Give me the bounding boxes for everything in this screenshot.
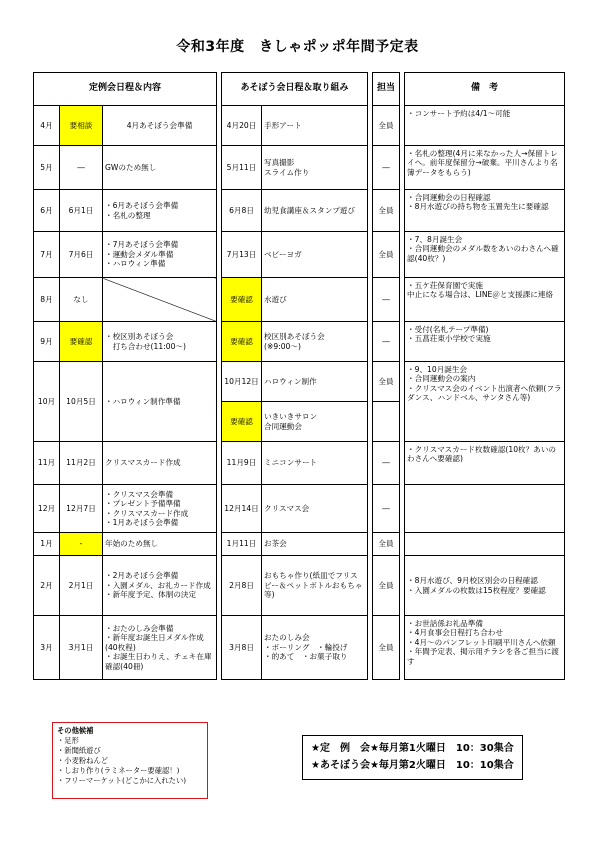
tanto-cell: ― <box>373 442 400 485</box>
table-row <box>34 556 565 616</box>
teirei-date: 12月7日 <box>60 485 103 533</box>
asobo-date: 1月11日 <box>222 533 262 556</box>
meeting-schedule-box <box>302 735 523 780</box>
asobo-content: 手形アート <box>262 106 368 146</box>
biko-cell: ・合同運動会の日程確認 ・8月水遊びの持ち物を玉置先生に要確認 <box>405 190 565 232</box>
teirei-meeting-line: ★定 例 会★毎月第1火曜日 10：30集合 <box>311 743 514 754</box>
asobo-date: 6月8日 <box>222 190 262 232</box>
month-cell: 7月 <box>34 232 60 278</box>
table-row <box>34 106 565 146</box>
asobo-content: 幼児食講座＆スタンプ遊び <box>262 190 368 232</box>
teirei-content: ・クリスマス会準備 ・プレゼント予備準備 ・クリスマスカード作成 ・1月あそぼう会準備 <box>103 485 217 533</box>
biko-cell: ・9、10月誕生会 ・合同運動会の案内 ・クリスマス会のイベント出演者へ依頼(フラダンス、ハンドベル、サンタさん等) <box>405 362 565 442</box>
month-cell: 1月 <box>34 533 60 556</box>
asobo-content: ベビーヨガ <box>262 232 368 278</box>
tanto-cell: 全員 <box>373 106 400 146</box>
table-row <box>34 278 565 322</box>
table-row <box>34 146 565 190</box>
table-row <box>34 442 565 485</box>
schedule-table <box>33 72 565 680</box>
table-row <box>34 533 565 556</box>
other-candidates-title: その他候補 <box>57 726 94 735</box>
biko-cell: ・8月水遊び、9月校区別会の日程確認 ・入園メダルの枚数は15枚程度？要確認 <box>405 556 565 616</box>
asobo-date: 2月8日 <box>222 556 262 616</box>
page-title: 令和3年度 きしゃポッポ年間予定表 <box>176 39 419 55</box>
teirei-date: なし <box>60 278 103 322</box>
month-cell: 8月 <box>34 278 60 322</box>
teirei-date: 7月6日 <box>60 232 103 278</box>
biko-cell: ・受付(名札テープ準備) ・五菖荘東小学校で実施 <box>405 322 565 362</box>
table-header-row <box>34 73 565 106</box>
table-row <box>34 232 565 278</box>
teirei-content: ・ハロウィン制作準備 <box>103 362 217 442</box>
teirei-content: ・校区別あそぼう会 打ち合わせ(11:00～) <box>103 322 217 362</box>
tanto-cell: 全員 <box>373 556 400 616</box>
month-cell: 11月 <box>34 442 60 485</box>
teirei-content: ・7月あそぼう会準備 ・運動会メダル準備 ・ハロウィン準備 <box>103 232 217 278</box>
month-cell: 2月 <box>34 556 60 616</box>
asobo-content: おもちゃ作り(紙皿でフリスビー＆ペットボトルおもちゃ等) <box>262 556 368 616</box>
biko-cell: ・コンサート予約は4/1～可能 <box>405 106 565 146</box>
teirei-content: クリスマスカード作成 <box>103 442 217 485</box>
asobo-date: 要確認 <box>222 278 262 322</box>
other-candidates-box <box>52 722 208 799</box>
tanto-cell: ― <box>373 146 400 190</box>
teirei-date: 要相談 <box>60 106 103 146</box>
tanto-cell: ― <box>373 485 400 533</box>
header-tanto: 担当 <box>373 73 400 106</box>
tanto-cell: ― <box>373 278 400 322</box>
asobo-content: ハロウィン制作 <box>262 362 368 402</box>
asobo-date: 10月12日 <box>222 362 262 402</box>
list-item: ・新聞紙遊び <box>57 746 101 756</box>
biko-cell: ・名札の整理(4月に来なかった人→保留トレイへ。前年度保留分→破棄。平川さんより名簿データをもらう) <box>405 146 565 190</box>
table-row <box>34 362 565 402</box>
asobo-date: 要確認 <box>222 322 262 362</box>
teirei-content: ・おたのしみ会準備 ・新年度お誕生日メダル作成(40枚程) ・お誕生日わりえ、チェキ在庫確認(40冊) <box>103 616 217 680</box>
teirei-content: ・2月あそぼう会準備 ・入園メダル、お礼カード作成 ・新年度予定、体制の決定 <box>103 556 217 616</box>
table-row <box>34 322 565 362</box>
biko-cell: ・お世話係お礼品準備 ・4月食事会日程打ち合わせ ・4月～のパンフレット印刷平川さんへ依頼 ・年間予定表、掲示用チラシを各ご担当に渡す <box>405 616 565 680</box>
table-row <box>34 616 565 680</box>
asobo-content: いきいきサロン 合同運動会 <box>262 402 368 442</box>
month-cell: 3月 <box>34 616 60 680</box>
biko-cell: ・クリスマスカード枚数確認(10枚？あいのわさんへ要確認) <box>405 442 565 485</box>
teirei-date: - <box>60 533 103 556</box>
tanto-cell: ― <box>373 322 400 362</box>
teirei-content: GWのため無し <box>103 146 217 190</box>
asobo-date: 5月11日 <box>222 146 262 190</box>
month-cell: 12月 <box>34 485 60 533</box>
teirei-content: 4月あそぼう会準備 <box>103 106 217 146</box>
teirei-content: ・6月あそぼう会準備 ・名札の整理 <box>103 190 217 232</box>
month-cell: 4月 <box>34 106 60 146</box>
tanto-cell: 全員 <box>373 616 400 680</box>
teirei-date: 3月1日 <box>60 616 103 680</box>
month-cell: 5月 <box>34 146 60 190</box>
tanto-cell: 全員 <box>373 190 400 232</box>
asobo-content: 校区別あそぼう会 (※9:00～) <box>262 322 368 362</box>
teirei-content: 年始のため無し <box>103 533 217 556</box>
asobo-content: ミニコンサート <box>262 442 368 485</box>
teirei-date: 11月2日 <box>60 442 103 485</box>
tanto-cell: 全員 <box>373 533 400 556</box>
list-item: ・小麦粉ねんど <box>57 756 109 766</box>
teirei-date: 10月5日 <box>60 362 103 442</box>
asobo-content: 水遊び <box>262 278 368 322</box>
teirei-date: 6月1日 <box>60 190 103 232</box>
month-cell: 6月 <box>34 190 60 232</box>
asobo-meeting-line: ★あそぼう会★毎月第2火曜日 10：10集合 <box>311 760 514 771</box>
list-item: ・しおり作り(ラミネーター要確認！) <box>57 766 180 776</box>
header-teirei: 定例会日程＆内容 <box>34 73 217 106</box>
month-cell: 9月 <box>34 322 60 362</box>
header-asobo: あそぼう会日程＆取り組み <box>222 73 368 106</box>
biko-cell <box>405 533 565 556</box>
teirei-date: ― <box>60 146 103 190</box>
asobo-date: 4月20日 <box>222 106 262 146</box>
tanto-cell: 全員 <box>373 232 400 278</box>
teirei-content-empty <box>103 278 217 322</box>
header-biko: 備 考 <box>405 73 565 106</box>
list-item: ・足形 <box>57 736 79 746</box>
asobo-content: クリスマス会 <box>262 485 368 533</box>
asobo-date: 11月9日 <box>222 442 262 485</box>
asobo-date: 7月13日 <box>222 232 262 278</box>
asobo-content: おたのしみ会 ・ボーリング ・輪投げ ・的あて ・お菓子取り <box>262 616 368 680</box>
asobo-content: お茶会 <box>262 533 368 556</box>
biko-cell: ・五ケ荘保育園で実施 中止になる場合は、LINE＠と支援課に連絡 <box>405 278 565 322</box>
month-cell: 10月 <box>34 362 60 442</box>
asobo-date: 12月14日 <box>222 485 262 533</box>
biko-cell: ・7、8月誕生会 ・合同運動会のメダル数をあいのわさんへ確認(40枚？) <box>405 232 565 278</box>
biko-cell <box>405 485 565 533</box>
table-row <box>34 485 565 533</box>
table-row <box>34 190 565 232</box>
teirei-date: 2月1日 <box>60 556 103 616</box>
asobo-date: 要確認 <box>222 402 262 442</box>
list-item: ・フリーマーケット(どこかに入れたい) <box>57 776 187 786</box>
teirei-date: 要確認 <box>60 322 103 362</box>
asobo-date: 3月8日 <box>222 616 262 680</box>
tanto-cell: 全員 <box>373 362 400 402</box>
tanto-cell-empty <box>373 402 400 442</box>
asobo-content: 写真撮影 スライム作り <box>262 146 368 190</box>
